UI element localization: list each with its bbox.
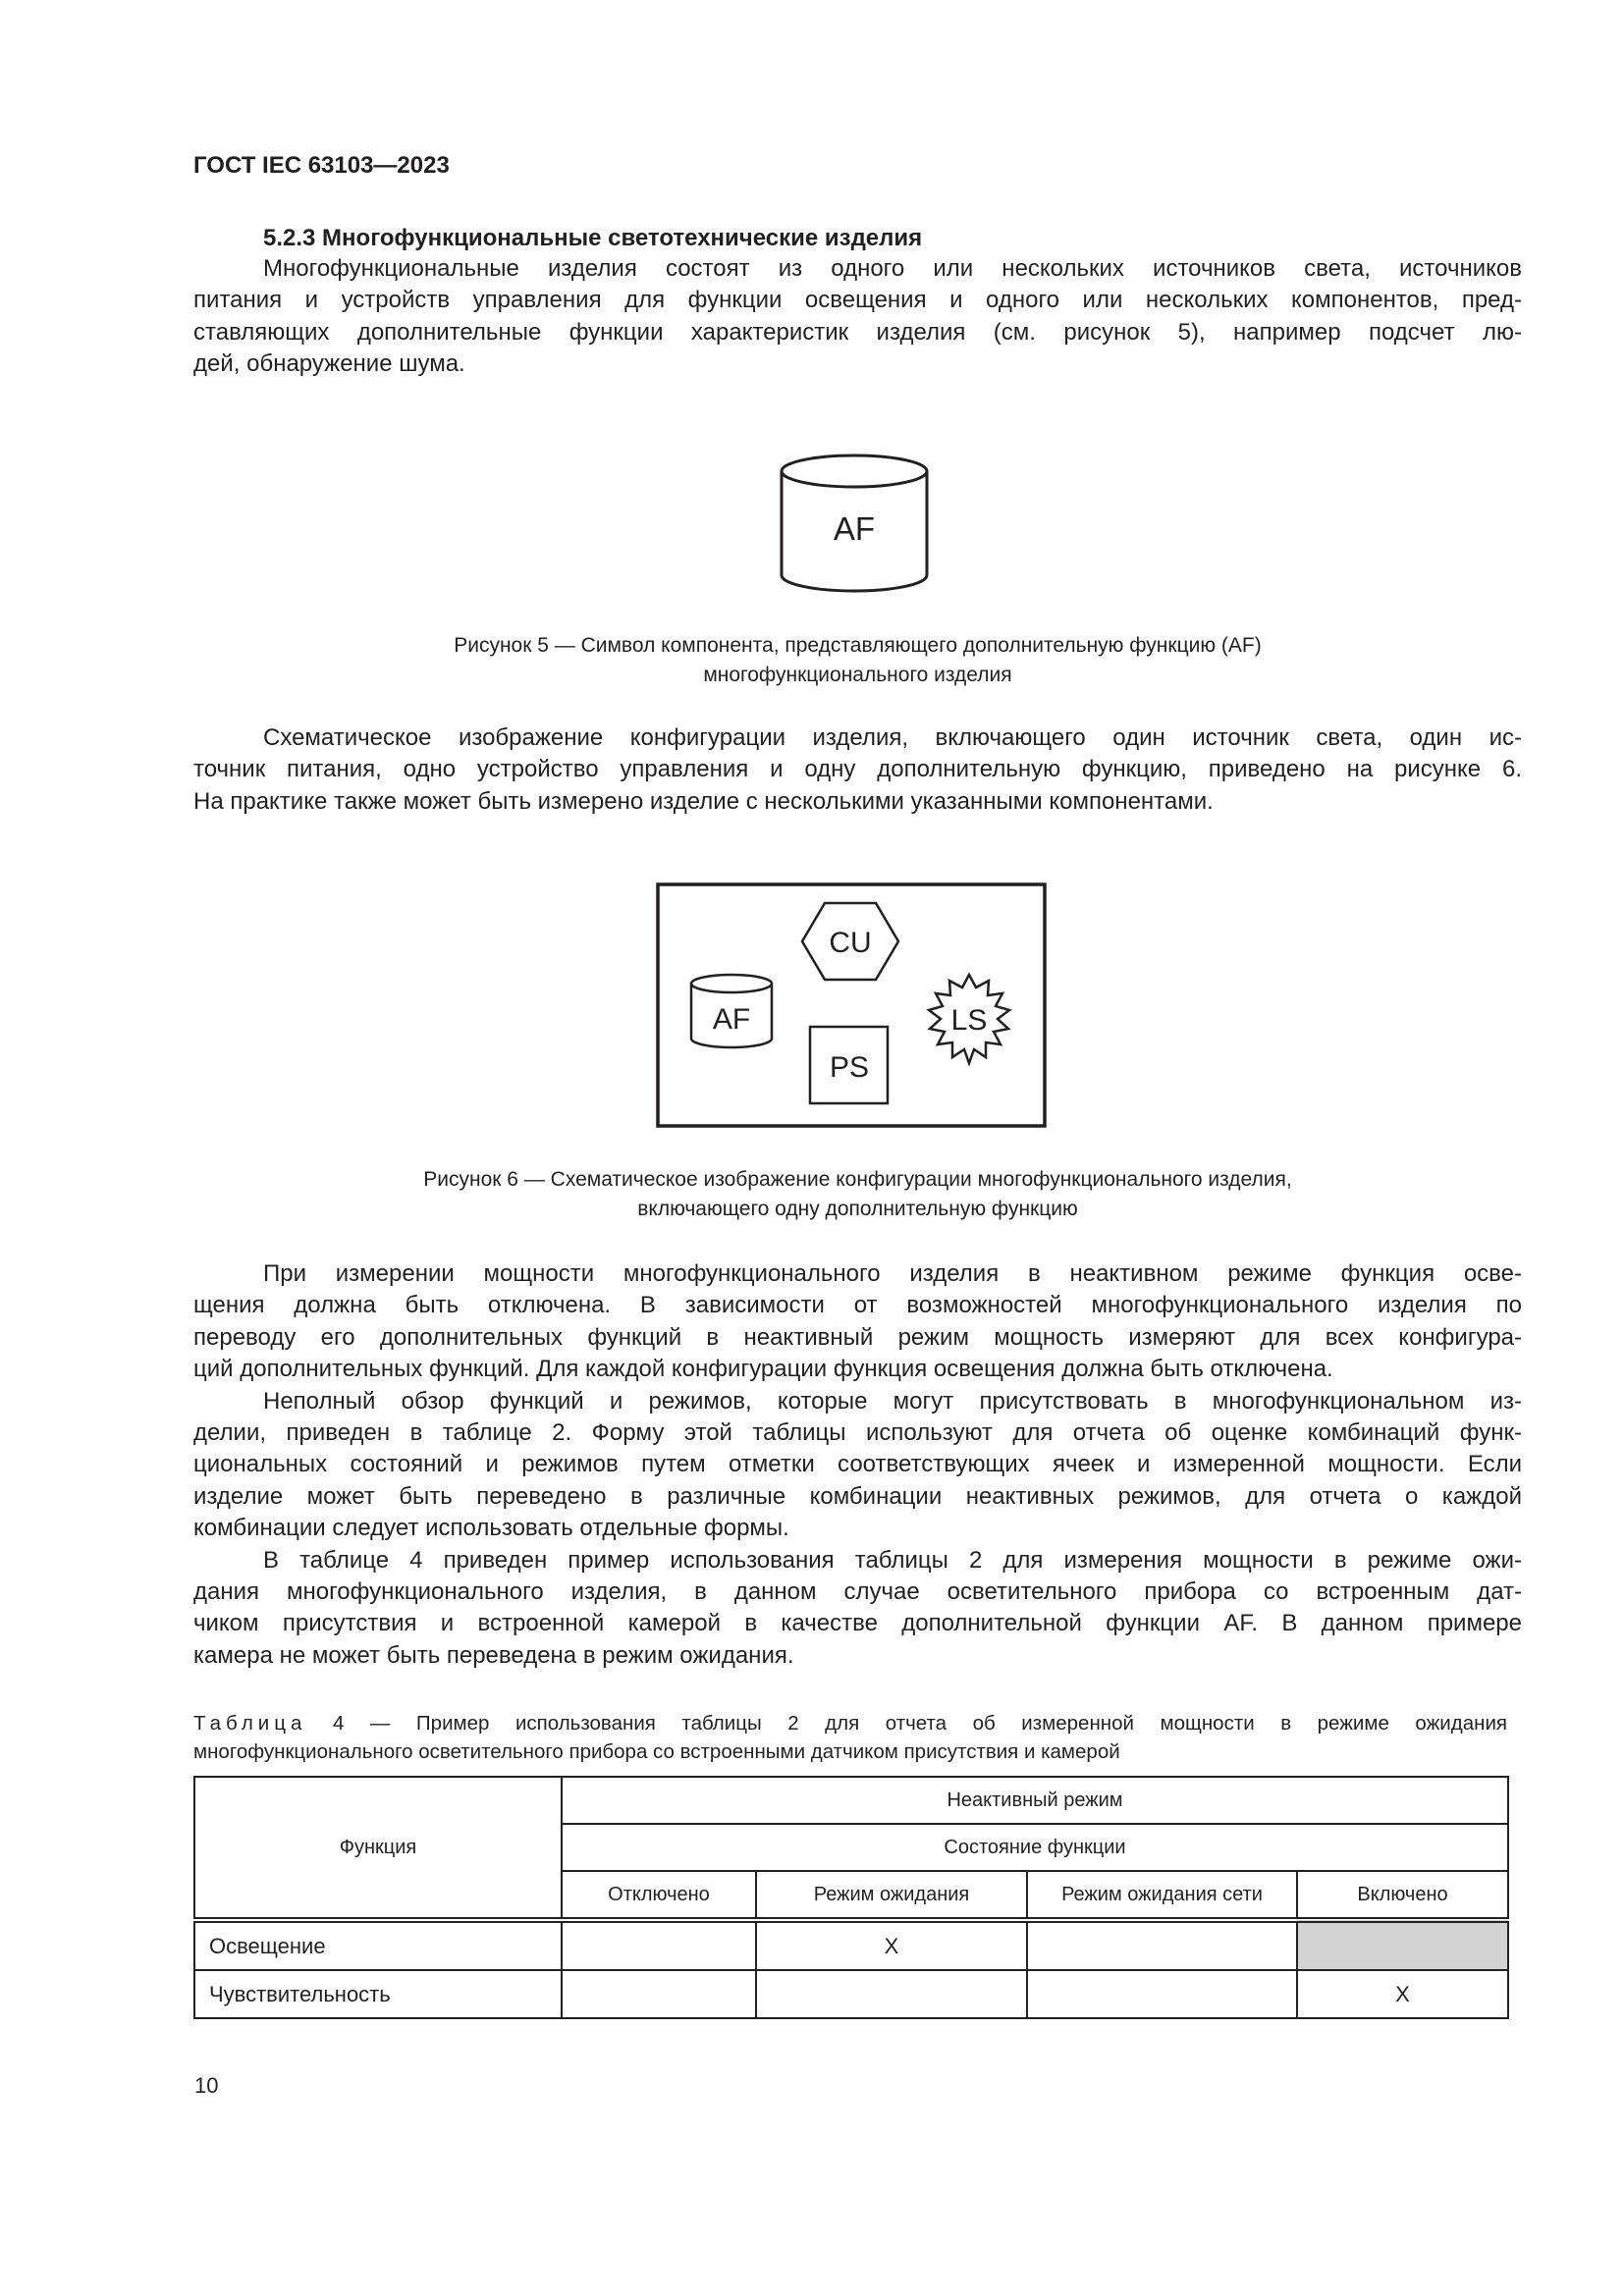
cell-network-standby (1027, 1920, 1297, 1970)
text-line: точник питания, одно устройство управления и одну дополнительную функцию, приведено на рисунке 6. (193, 756, 1522, 783)
cell-standby (756, 1970, 1027, 2018)
figure6-configuration-diagram (655, 881, 1048, 1129)
figure6-caption (193, 1165, 1522, 1224)
cell-on: X (1297, 1970, 1508, 2018)
power-supply-square-icon (810, 1027, 888, 1103)
cell-off (562, 1920, 756, 1970)
figure5-af-cylinder-symbol (776, 450, 933, 597)
header-col-on: Включено (1297, 1871, 1508, 1920)
caption-line: многофункционального осветительного прибора со встроенными датчиком присутствия и камерой (193, 1740, 1120, 1763)
caption-line: включающего одну дополнительную функцию (637, 1198, 1078, 1220)
text-line: дей, обнаружение шума. (193, 350, 465, 378)
table4-caption (193, 1709, 1507, 1766)
caption-line: многофункционального изделия (703, 664, 1012, 686)
text-line: На практике также может быть измерено изделие с несколькими указанными компонентами. (193, 787, 1214, 815)
text-line: камера не может быть переведена в режим ожидания. (193, 1641, 794, 1669)
header-inactive-mode: Неактивный режим (562, 1777, 1508, 1824)
header-col-standby: Режим ожидания (756, 1871, 1027, 1920)
header-function-state: Состояние функции (562, 1824, 1508, 1871)
text-line: В таблице 4 приведен пример использования таблицы 2 для измерения мощности в режиме ожи- (263, 1546, 1522, 1574)
cell-on-shaded (1297, 1920, 1508, 1970)
text-line: переводу его дополнительных функций в неактивный режим мощность измеряют для всех конфигура- (193, 1323, 1522, 1351)
svg-text:PS: PS (829, 1051, 870, 1084)
additional-function-cylinder-icon (691, 975, 772, 1047)
af-label: AF (833, 510, 876, 547)
svg-text:AF: AF (712, 1003, 751, 1036)
text-line: питания и устройств управления для функции освещения и одного или нескольких компонентов, пред- (193, 287, 1522, 314)
table-label: Таблица (193, 1712, 307, 1735)
svg-text:LS: LS (950, 1004, 988, 1037)
cell-standby: X (756, 1920, 1027, 1970)
figure5-caption (193, 631, 1522, 690)
svg-text:CU: CU (829, 927, 872, 959)
text-line: ций дополнительных функций. Для каждой конфигурации функция освещения должна быть отключена. (193, 1356, 1333, 1383)
table4-standby-power-example (193, 1776, 1509, 2019)
caption-line: Рисунок 6 — Схематическое изображение конфигурации многофункционального изделия, (423, 1168, 1292, 1191)
text-line: чиком присутствия и встроенной камерой в качестве дополнительной функции AF. В данном примере (193, 1610, 1522, 1637)
text-line: При измерении мощности многофункционального изделия в неактивном режиме функция осве- (263, 1260, 1522, 1287)
header-col-off: Отключено (562, 1871, 756, 1920)
header-col-network-standby: Режим ожидания сети (1027, 1871, 1297, 1920)
header-function-column: Функция (194, 1777, 562, 1920)
text-line: Многофункциональные изделия состоят из одного или нескольких источников света, источников (263, 255, 1522, 282)
text-line: циональных состояний и режимов путем отметки соответствующих ячеек и измеренной мощности. Если (193, 1451, 1522, 1478)
caption-text: 4 — Пример использования таблицы 2 для отчета об измеренной мощности в режиме ожидания (306, 1712, 1507, 1735)
page-number: 10 (194, 2073, 219, 2098)
table-row-lighting (194, 1920, 1508, 1970)
caption-line: Рисунок 5 — Символ компонента, представляющего дополнительную функцию (AF) (454, 634, 1262, 657)
table-row-sensing (194, 1970, 1508, 2018)
section-heading: 5.2.3 Многофункциональные светотехнические изделия (263, 225, 923, 251)
control-unit-hexagon-icon (802, 903, 898, 980)
text-line: Неполный обзор функций и режимов, которые могут присутствовать в многофункциональном из- (263, 1387, 1522, 1415)
text-line: щения должна быть отключена. В зависимости от возможностей многофункционального изделия по (193, 1292, 1522, 1319)
paragraph-inactive-mode (193, 1258, 1522, 1672)
light-source-starburst-icon (929, 975, 1009, 1063)
cell-off (562, 1970, 756, 2018)
row-label: Освещение (194, 1920, 562, 1970)
paragraph-multifunction-intro (193, 253, 1522, 381)
caption-line (193, 1709, 1507, 1737)
document-id-header: ГОСТ IEC 63103—2023 (193, 152, 450, 179)
cell-network-standby (1027, 1970, 1297, 2018)
paragraph-configuration (193, 722, 1522, 818)
text-line: изделие может быть переведено в различные комбинации неактивных режимов, для отчета о каждой (193, 1482, 1522, 1510)
row-label: Чувствительность (194, 1970, 562, 2018)
text-line: Схематическое изображение конфигурации изделия, включающего один источник света, один ис- (263, 724, 1522, 751)
text-line: ставляющих дополнительные функции характеристик изделия (см. рисунок 5), например подсчет лю- (193, 318, 1522, 346)
text-line: делии, приведен в таблице 2. Форму этой таблицы используют для отчета об оценке комбинаций функ- (193, 1418, 1522, 1446)
text-line: дания многофункционального изделия, в данном случае осветительного прибора со встроенным дат- (193, 1577, 1522, 1605)
text-line: комбинации следует использовать отдельные формы. (193, 1515, 789, 1542)
